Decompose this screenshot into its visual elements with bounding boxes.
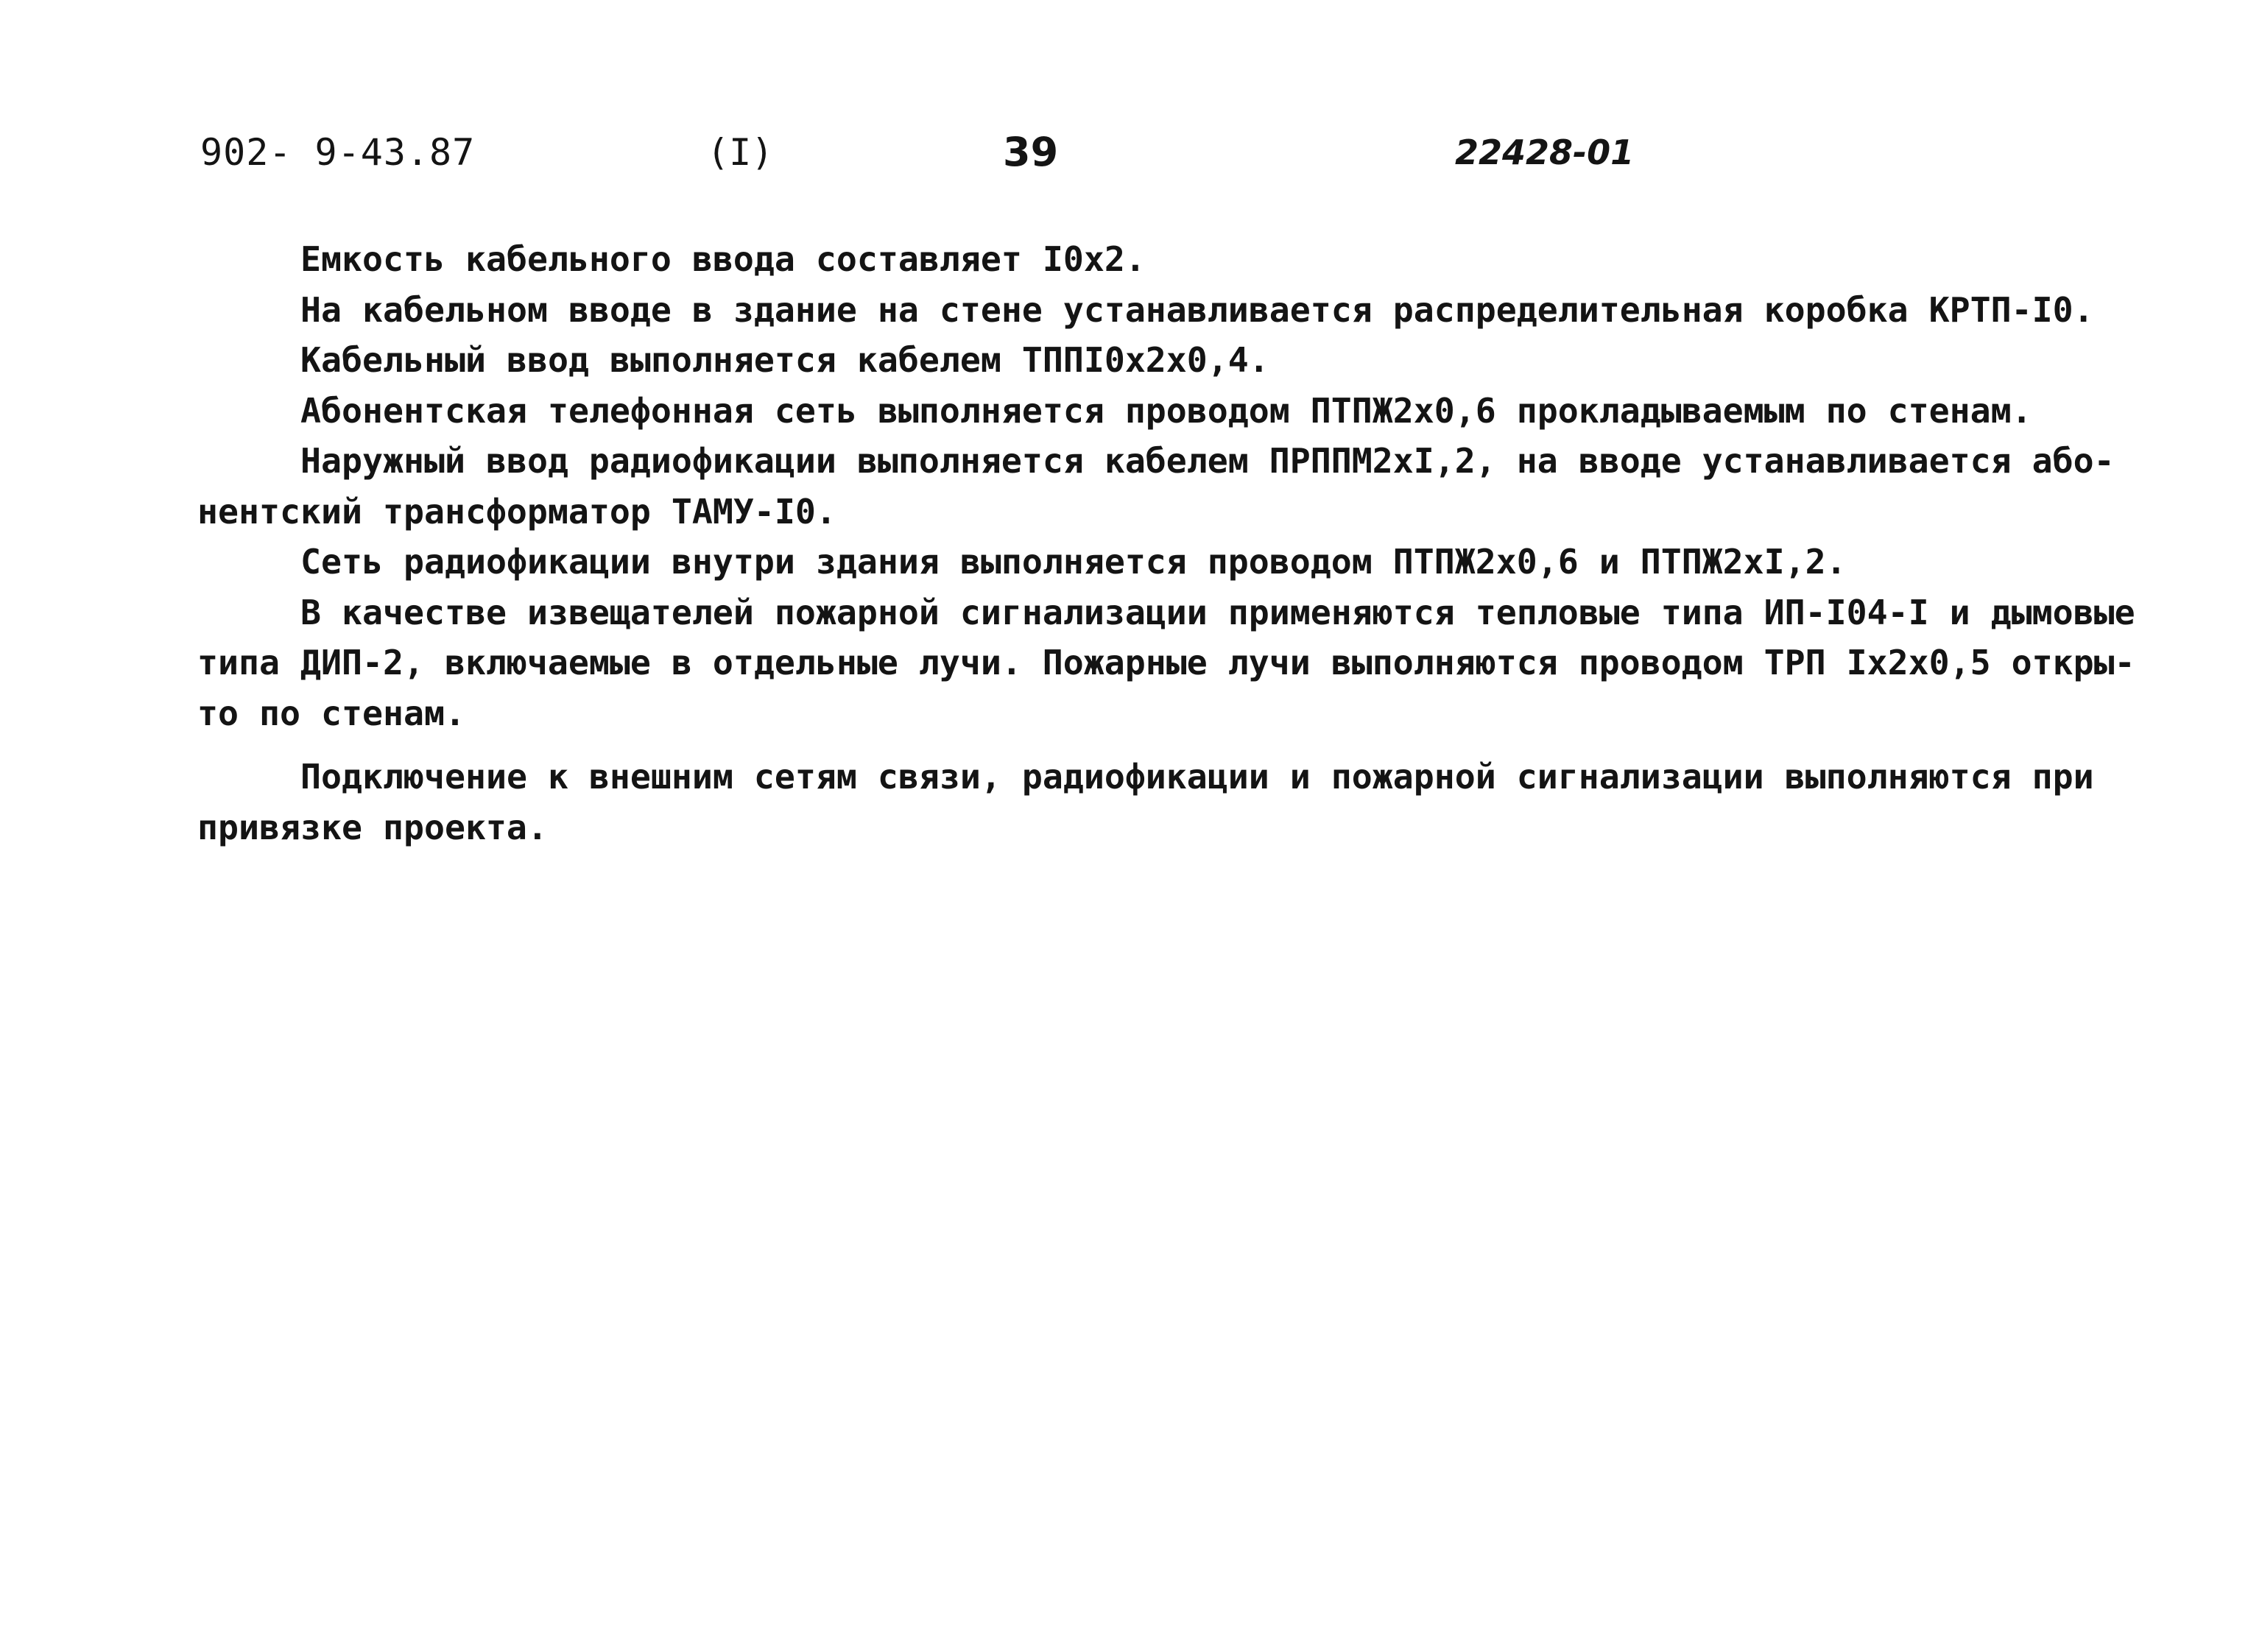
text-line: Подключение к внешним сетям связи, радиофикации и пожарной сигнализации выполняются при	[300, 757, 2094, 797]
page-header	[0, 127, 2262, 186]
paragraph-radio-network	[197, 537, 2103, 587]
paragraph-external-connection	[197, 752, 2103, 853]
text-line: привязке проекта.	[197, 807, 548, 847]
text-line: Емкость кабельного ввода составляет I0x2.	[300, 239, 1146, 279]
document-part: (I)	[707, 131, 774, 174]
paragraph-telephone-network	[197, 386, 2103, 437]
page-number: 39	[1003, 129, 1059, 175]
paragraph-cable-capacity	[197, 234, 2103, 285]
text-line: Абонентская телефонная сеть выполняется проводом ПТПЖ2x0,6 прокладываемым по стенам.	[300, 390, 2032, 431]
paragraph-cable-input	[197, 335, 2103, 386]
text-line: В качестве извещателей пожарной сигнализации применяются тепловые типа ИП-I04-I и дымовые	[300, 592, 2135, 632]
text-line: На кабельном вводе в здание на стене устанавливается распределительная коробка КРТП-I0.	[300, 289, 2094, 330]
paragraph-fire-detectors	[197, 587, 2135, 739]
text-line: типа ДИП-2, включаемые в отдельные лучи. Пожарные лучи выполняются проводом ТРП Ix2x0,5 откры-	[197, 643, 2135, 682]
document-code: 902- 9-43.87	[200, 131, 476, 174]
text-line: Сеть радиофикации внутри здания выполняется проводом ПТПЖ2x0,6 и ПТПЖ2xI,2.	[300, 542, 1847, 582]
text-line: то по стенам.	[197, 693, 465, 733]
text-line: Кабельный ввод выполняется кабелем ТППI0x2x0,4.	[300, 340, 1269, 380]
paragraph-radio-input	[197, 436, 2115, 537]
archive-number: 22428-01	[1455, 133, 1635, 172]
text-line: нентский трансформатор ТАМУ-I0.	[197, 491, 836, 532]
text-line: Наружный ввод радиофикации выполняется кабелем ПРППМ2xI,2, на вводе устанавливается або-	[300, 441, 2115, 481]
paragraph-distribution-box	[197, 285, 2103, 336]
body-text	[197, 234, 2135, 853]
